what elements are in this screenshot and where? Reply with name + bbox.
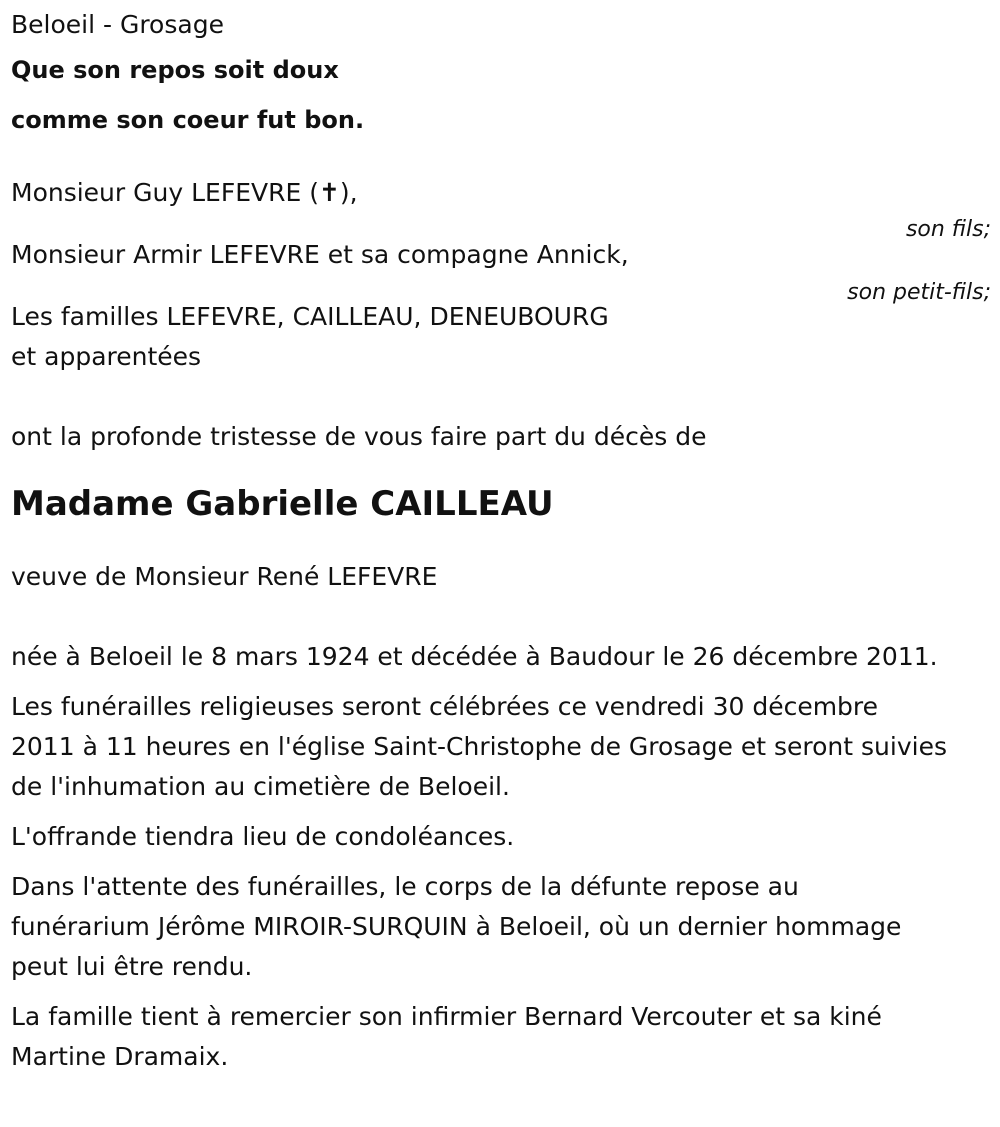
offering-paragraph: [11, 817, 991, 857]
funeral-paragraph: [11, 687, 991, 807]
funeral-line-1: Les funérailles religieuses seront célébrées ce vendredi 30 décembre: [11, 692, 879, 721]
place-heading: Beloeil - Grosage: [11, 10, 224, 39]
family-member-armir: Monsieur Armir LEFEVRE et sa compagne Annick,: [11, 240, 629, 269]
funeral-line-2: 2011 à 11 heures en l'église Saint-Christophe de Grosage et seront suivies: [11, 732, 947, 761]
rest-paragraph: [11, 867, 991, 987]
thanks-paragraph: [11, 997, 991, 1077]
offering-text: L'offrande tiendra lieu de condoléances.: [11, 822, 515, 851]
families-line-1: Les familles LEFEVRE, CAILLEAU, DENEUBOURG: [11, 302, 609, 331]
relation-grandson: son petit-fils;: [847, 280, 991, 305]
thanks-line-2: Martine Dramaix.: [11, 1042, 229, 1071]
birth-death-text: née à Beloeil le 8 mars 1924 et décédée à Baudour le 26 décembre 2011.: [11, 642, 938, 671]
announcement-text: ont la profonde tristesse de vous faire part du décès de: [11, 422, 707, 451]
funeral-line-3: de l'inhumation au cimetière de Beloeil.: [11, 772, 510, 801]
deceased-name: Madame Gabrielle CAILLEAU: [11, 484, 554, 524]
verse-line-2: comme son coeur fut bon.: [11, 106, 365, 134]
relation-son: son fils;: [905, 217, 991, 242]
rest-line-3: peut lui être rendu.: [11, 952, 253, 981]
obituary-document: [11, 5, 991, 1087]
family-member-guy: Monsieur Guy LEFEVRE (✝),: [11, 178, 358, 207]
rest-line-1: Dans l'attente des funérailles, le corps de la défunte repose au: [11, 872, 799, 901]
widow-of-text: veuve de Monsieur René LEFEVRE: [11, 562, 438, 591]
thanks-line-1: La famille tient à remercier son infirmier Bernard Vercouter et sa kiné: [11, 1002, 882, 1031]
rest-line-2: funérarium Jérôme MIROIR-SURQUIN à Beloeil, où un dernier hommage: [11, 912, 902, 941]
families-line-2: et apparentées: [11, 342, 202, 371]
verse-line-1: Que son repos soit doux: [11, 56, 339, 84]
